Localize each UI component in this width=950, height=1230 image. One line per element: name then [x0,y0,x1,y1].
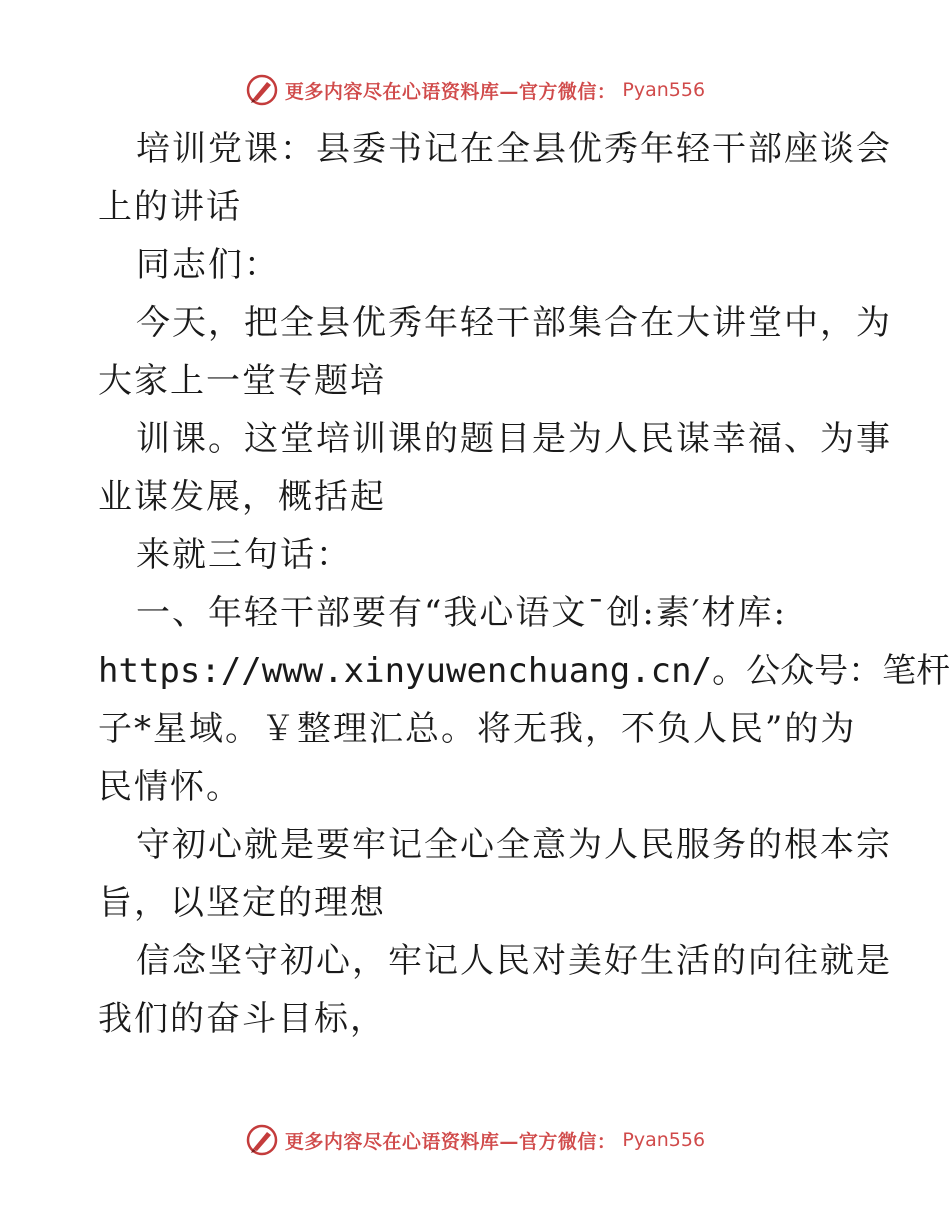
header-watermark [0,70,950,110]
watermark-wechat-id: Pyan556 [622,1129,706,1151]
text-line: 子*星域。￥整理汇总。将无我，不负人民”的为 [98,709,857,749]
text-line: 同志们： [136,245,280,285]
watermark-wechat-id: Pyan556 [622,79,706,101]
text-line: 我们的奋斗目标， [98,999,386,1039]
watermark-text: 更多内容尽在心语资料库—官方微信： [284,1130,617,1153]
text-line: 上的讲话 [98,187,242,227]
text-line: 一、年轻干部要有“我心语文¯创:素′材库: [136,593,788,633]
pen-logo-icon [245,73,279,107]
text-line: 训课。这堂培训课的题目是为人民谋幸福、为事 [136,419,892,459]
text-line: 民情怀。 [98,767,242,807]
text-line: 信念坚守初心，牢记人民对美好生活的向往就是 [136,941,892,981]
watermark-text: 更多内容尽在心语资料库—官方微信： [284,80,617,103]
text-line: 大家上一堂专题培 [98,361,386,401]
text-line: 培训党课：县委书记在全县优秀年轻干部座谈会 [136,129,892,169]
text-line: 旨，以坚定的理想 [98,883,386,923]
text-line: 守初心就是要牢记全心全意为人民服务的根本宗 [136,825,892,865]
text-line: 业谋发展，概括起 [98,477,386,517]
footer-watermark [0,1120,950,1160]
text-line: 来就三句话： [136,535,352,575]
text-line: https://www.xinyuwenchuang.cn/。公众号：笔杆 [98,651,950,691]
document-body [98,120,950,1048]
pen-logo-icon [245,1123,279,1157]
text-line: 今天，把全县优秀年轻干部集合在大讲堂中，为 [136,303,892,343]
